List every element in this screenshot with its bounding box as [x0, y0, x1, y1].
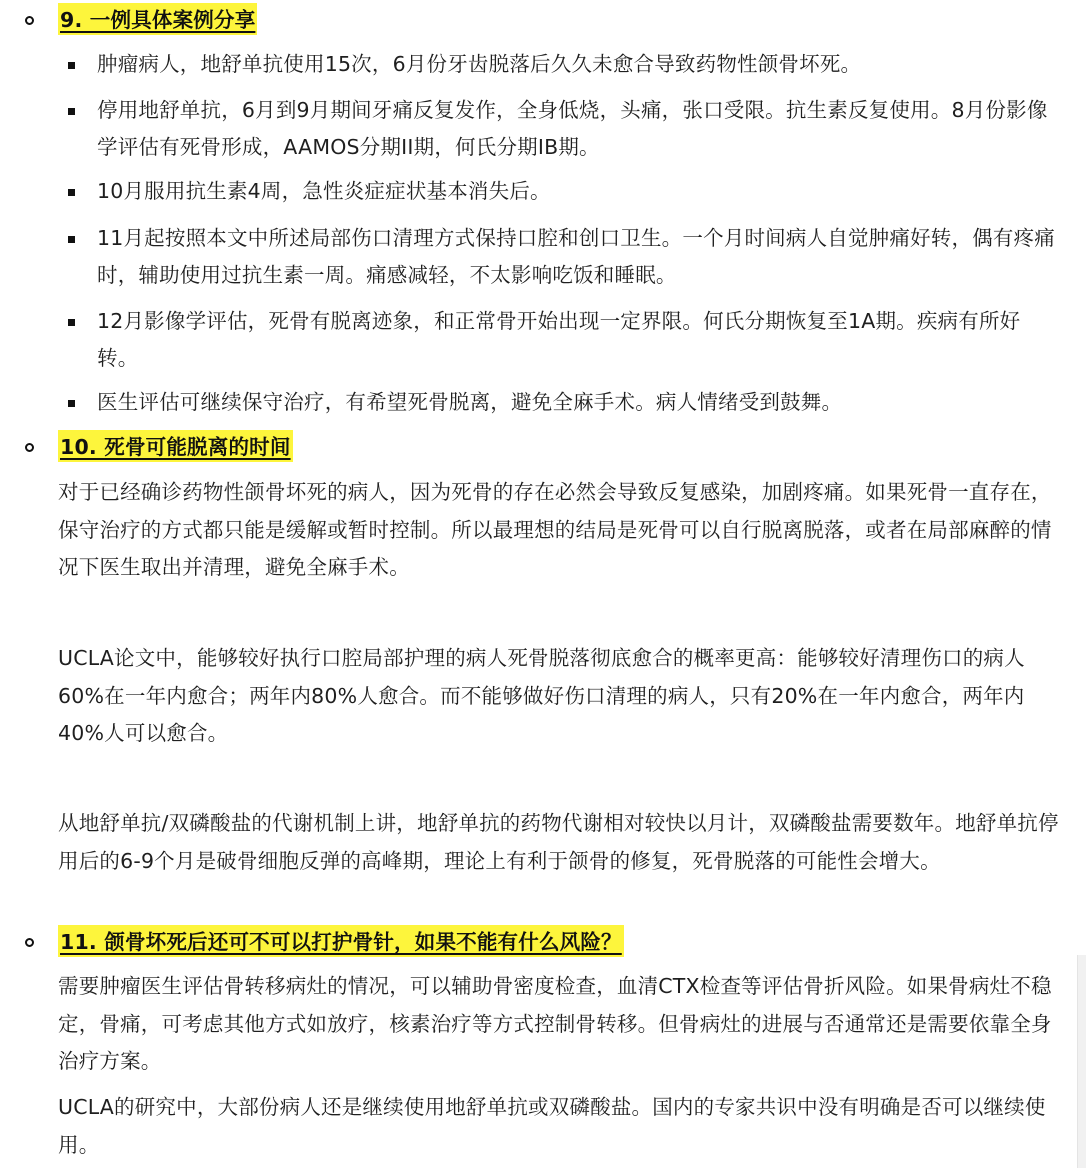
- paragraph: UCLA的研究中，大部份病人还是继续使用地舒单抗或双磷酸盐。国内的专家共识中没有明确是否可以继续使用。: [58, 1095, 1046, 1157]
- square-bullet-icon: [68, 236, 75, 243]
- list-item-text: 肿瘤病人，地舒单抗使用15次，6月份牙齿脱落后久久未愈合导致药物性颌骨坏死。: [97, 52, 862, 76]
- hollow-bullet-icon: [25, 443, 34, 452]
- list-item-text: 12月影像学评估，死骨有脱离迹象，和正常骨开始出现一定界限。何氏分期恢复至1A期。疾病有所好转。: [97, 309, 1021, 370]
- square-bullet-icon: [68, 62, 75, 69]
- square-bullet-icon: [68, 400, 75, 407]
- list-item-text: 停用地舒单抗，6月到9月期间牙痛反复发作，全身低烧，头痛，张口受限。抗生素反复使用。8月份影像学评估有死骨形成，AAMOS分期II期，何氏分期IB期。: [97, 98, 1048, 159]
- paragraph: 从地舒单抗/双磷酸盐的代谢机制上讲，地舒单抗的药物代谢相对较快以月计，双磷酸盐需要数年。地舒单抗停用后的6-9个月是破骨细胞反弹的高峰期，理论上有利于颌骨的修复，死骨脱落的可能性会增大。: [58, 811, 1059, 873]
- square-bullet-icon: [68, 189, 75, 196]
- hollow-bullet-icon: [25, 16, 34, 25]
- scrollbar[interactable]: [1077, 955, 1086, 1168]
- hollow-bullet-icon: [25, 938, 34, 947]
- list-item-text: 11月起按照本文中所述局部伤口清理方式保持口腔和创口卫生。一个月时间病人自觉肿痛好转，偶有疼痛时，辅助使用过抗生素一周。痛感减轻，不太影响吃饭和睡眠。: [97, 226, 1055, 287]
- section-10-heading: 10. 死骨可能脱离的时间: [58, 430, 293, 462]
- square-bullet-icon: [68, 319, 75, 326]
- list-item-text: 医生评估可继续保守治疗，有希望死骨脱离，避免全麻手术。病人情绪受到鼓舞。: [97, 390, 843, 414]
- section-9-heading: 9. 一例具体案例分享: [58, 3, 257, 35]
- list-item-text: 10月服用抗生素4周，急性炎症症状基本消失后。: [97, 179, 551, 203]
- paragraph: UCLA论文中，能够较好执行口腔局部护理的病人死骨脱落彻底愈合的概率更高：能够较好清理伤口的病人60%在一年内愈合；两年内80%人愈合。而不能够做好伤口清理的病人，只有20%在一年内愈合，两年内40%人可以愈合。: [58, 646, 1025, 745]
- paragraph: 对于已经确诊药物性颌骨坏死的病人，因为死骨的存在必然会导致反复感染，加剧疼痛。如果死骨一直存在，保守治疗的方式都只能是缓解或暂时控制。所以最理想的结局是死骨可以自行脱离脱落，或者在局部麻醉的情况下医生取出并清理，避免全麻手术。: [58, 480, 1052, 579]
- square-bullet-icon: [68, 108, 75, 115]
- section-11-heading: 11. 颌骨坏死后还可不可以打护骨针，如果不能有什么风险？: [58, 925, 624, 957]
- paragraph: 需要肿瘤医生评估骨转移病灶的情况，可以辅助骨密度检查，血清CTX检查等评估骨折风险。如果骨病灶不稳定，骨痛，可考虑其他方式如放疗，核素治疗等方式控制骨转移。但骨病灶的进展与否通常还是需要依靠全身治疗方案。: [58, 974, 1052, 1073]
